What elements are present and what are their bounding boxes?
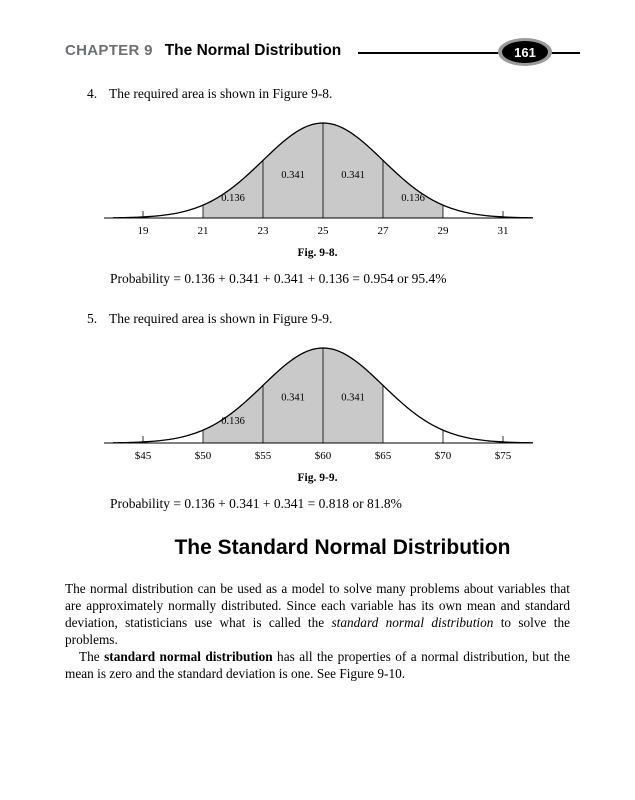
- tick-label: $60: [314, 450, 331, 462]
- figure-caption: Fig. 9-9.: [297, 472, 338, 484]
- chapter-label: CHAPTER 9: [65, 42, 153, 59]
- item-text: The required area is shown in Figure 9-8.: [109, 86, 333, 101]
- body-paragraph-2: [65, 648, 570, 682]
- tick-label: 27: [377, 225, 388, 237]
- tick-label: $65: [374, 450, 391, 462]
- page-number: 161: [502, 41, 548, 63]
- figure-9-8: [88, 106, 548, 242]
- tick-label: $50: [194, 450, 211, 462]
- area-label: 0.341: [340, 170, 365, 182]
- area-label: 0.136: [220, 416, 245, 427]
- list-item-5: [87, 311, 570, 327]
- chapter-title: The Normal Distribution: [164, 42, 342, 59]
- tick-label: $70: [434, 450, 451, 462]
- figure-9-8-block: [65, 106, 570, 259]
- area-label: 0.341: [280, 392, 305, 404]
- tick-label: 25: [317, 225, 328, 237]
- text-segment: has all the properties of a normal distribution, but the mean is zero and the standard deviation is one. See Figure 9-10.: [65, 649, 570, 682]
- tick-label: 31: [497, 225, 508, 237]
- text-segment: standard normal distribution: [331, 615, 494, 631]
- section-title: The Standard Normal Distribution: [174, 536, 511, 559]
- text-segment: The: [79, 649, 105, 665]
- probability-line-4: Probability = 0.136 + 0.341 + 0.341 + 0.136 = 0.954 or 95.4%: [110, 271, 447, 286]
- figure-9-9-block: [65, 331, 570, 484]
- item-text: The required area is shown in Figure 9-9.: [109, 311, 333, 326]
- item-number: 5.: [87, 311, 98, 326]
- tick-label: 21: [197, 225, 208, 237]
- tick-label: 29: [437, 225, 448, 237]
- text-segment: to solve the problems.: [65, 615, 570, 648]
- area-label: 0.341: [340, 392, 365, 404]
- text-segment: The normal distribution can be used as a model to solve many problems about variables that are approximately normally distributed. Since each variable has its own mean and standard deviation, statisticians use what is called the: [65, 581, 570, 631]
- area-label: 0.341: [280, 170, 305, 182]
- probability-line-5: Probability = 0.136 + 0.341 + 0.341 = 0.818 or 81.8%: [110, 496, 402, 511]
- figure-9-9: [88, 331, 548, 467]
- chapter-header: [65, 42, 570, 70]
- area-label: 0.136: [400, 192, 425, 204]
- figure-caption: Fig. 9-8.: [297, 247, 338, 259]
- item-number: 4.: [87, 86, 98, 101]
- page-number-badge: [498, 38, 552, 66]
- tick-label: 23: [257, 225, 268, 237]
- tick-label: $45: [134, 450, 151, 462]
- body-paragraph-1: [65, 580, 570, 648]
- tick-label: 19: [137, 225, 148, 237]
- text-segment: standard normal distribution: [104, 649, 273, 665]
- list-item-4: [87, 86, 570, 102]
- tick-label: $55: [254, 450, 271, 462]
- tick-label: $75: [494, 450, 511, 462]
- area-label: 0.136: [220, 192, 245, 204]
